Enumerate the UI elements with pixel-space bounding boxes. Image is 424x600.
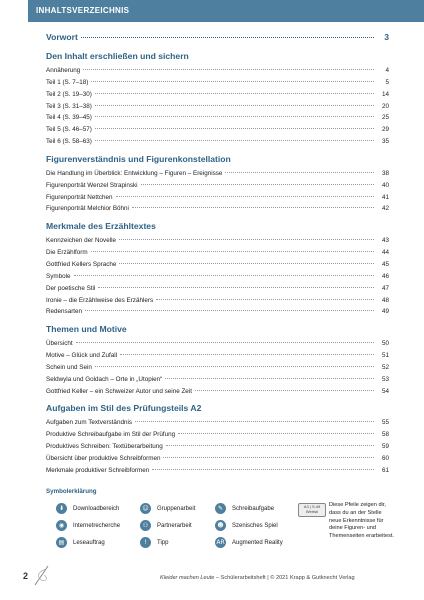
dot-leader (81, 36, 374, 38)
section-heading: Aufgaben im Stil des Prüfungsteils A2 (46, 403, 202, 414)
dot-leader (91, 80, 374, 82)
toc-page-number: 54 (381, 387, 389, 395)
toc-page-number: 3 (384, 32, 389, 42)
toc-entry-label: Redensarten (46, 308, 83, 316)
table-of-contents (46, 30, 389, 477)
toc-page-number: 14 (381, 90, 389, 98)
toc-entry[interactable] (46, 306, 389, 318)
dot-leader (225, 171, 374, 173)
toc-entry[interactable] (46, 235, 389, 247)
toc-page-number: 29 (381, 126, 389, 134)
dot-leader (98, 286, 374, 288)
toc-entry-label: Übersicht (46, 340, 73, 348)
legend-item (215, 519, 278, 532)
dot-leader (132, 206, 374, 208)
toc-entry-label: Gottfried Keller – ein Schweizer Autor und seine Zeit (46, 387, 192, 395)
partner-icon: ⚇ (140, 520, 151, 531)
globe-icon: ◉ (56, 520, 67, 531)
toc-page-number: 43 (381, 237, 389, 245)
toc-entry[interactable] (46, 417, 389, 429)
dot-leader (156, 298, 374, 300)
toc-entry[interactable] (46, 283, 389, 295)
toc-entry[interactable] (46, 203, 389, 215)
dot-leader (120, 353, 374, 355)
toc-entry-label: Teil 1 (S. 7–18) (46, 78, 89, 86)
tip-icon: ! (140, 537, 151, 548)
toc-entry-label: Kennzeichen der Novelle (46, 237, 117, 245)
legend-label: Partnerarbeit (157, 522, 192, 529)
toc-entry-label: Übersicht über produktive Schreibformen (46, 454, 161, 462)
group-icon: ☺ (140, 503, 151, 514)
download-icon: ⬇ (56, 503, 67, 514)
legend-item (56, 502, 119, 515)
toc-page-number: 52 (381, 363, 389, 371)
footer-publisher: – Schülerarbeitsheft | © 2021 Krapp & Gutknecht Verlag (214, 575, 355, 581)
toc-entry[interactable] (46, 65, 389, 77)
legend-title: Symbolerklärung (46, 488, 97, 495)
symbol-legend (46, 488, 394, 552)
legend-grid (46, 502, 394, 552)
toc-page-number: 44 (381, 249, 389, 257)
toc-entry-label: Produktives Schreiben: Textüberarbeitung (46, 443, 163, 451)
pencil-icon: ✎ (215, 503, 226, 514)
toc-page-number: 45 (381, 260, 389, 268)
toc-page-number: 5 (385, 78, 389, 86)
dot-leader (95, 139, 374, 141)
dot-leader (195, 389, 374, 391)
legend-label: Augmented Reality (232, 539, 283, 546)
toc-entry[interactable] (46, 429, 389, 441)
toc-page-number: 40 (381, 181, 389, 189)
dot-leader (163, 456, 374, 458)
toc-entry[interactable] (46, 362, 389, 374)
toc-entry[interactable] (46, 192, 389, 204)
toc-entry-label: Gottfried Kellers Sprache (46, 260, 117, 268)
dot-leader (95, 127, 374, 129)
toc-entry[interactable] (46, 77, 389, 89)
toc-entry-label: Annäherung (46, 67, 81, 74)
toc-entry-label: Der poetische Stil (46, 284, 96, 292)
page-title: INHALTSVERZEICHNIS (36, 6, 130, 15)
dot-leader (85, 309, 374, 311)
toc-page-number: 61 (381, 466, 389, 474)
toc-entry-label: Teil 2 (S. 19–30) (46, 90, 92, 98)
toc-entry[interactable] (46, 350, 389, 362)
toc-page-number: 35 (381, 138, 389, 146)
legend-label: Leseauftrag (73, 539, 105, 546)
needle-thread-icon (32, 563, 52, 587)
footer-book-title: Kleider machen Leute (160, 575, 215, 581)
toc-page-number: 48 (381, 296, 389, 304)
toc-entry-label: Seldwyla und Goldach – Orte in „Utopien“ (46, 375, 163, 383)
toc-page-number: 4 (385, 67, 389, 74)
legend-item (215, 502, 274, 515)
toc-entry[interactable] (46, 89, 389, 101)
legend-label: Schreibaufgabe (232, 505, 275, 512)
theater-icon: ☻ (215, 520, 226, 531)
toc-entry-label: Die Erzählform (46, 249, 88, 257)
header-bar (28, 0, 424, 22)
toc-entry[interactable] (46, 168, 389, 180)
toc-entry-label: Figurenporträt Nettchen (46, 193, 113, 201)
ar-note: Diese Pfeile zeigen dir, dass du an der Stelle neue Erkenntnisse für deine Figuren- und Themenseiten erarbeitest. (329, 502, 394, 540)
toc-entry-label: Motive – Glück und Zufall (46, 352, 118, 360)
legend-label: Gruppenarbeit (157, 505, 196, 512)
toc-page-number: 59 (381, 443, 389, 451)
dot-leader (116, 195, 374, 197)
dot-leader (141, 183, 374, 185)
toc-entry-label: Die Handlung im Überblick: Entwicklung – Figuren – Ereignisse (46, 169, 223, 177)
legend-label: Internetrecherche (73, 522, 121, 529)
toc-page-number: 38 (381, 169, 389, 177)
toc-entry[interactable] (46, 441, 389, 453)
page-number: 2 (23, 571, 29, 581)
toc-entry[interactable] (46, 124, 389, 136)
toc-entry-label: Teil 5 (S. 46–57) (46, 126, 92, 134)
toc-page-number: 53 (381, 375, 389, 383)
toc-page-number: 55 (381, 419, 389, 427)
legend-item (56, 519, 120, 532)
toc-entry-vorwort[interactable] (46, 30, 389, 45)
toc-entry-label: Teil 6 (S. 58–63) (46, 138, 92, 146)
toc-page-number: 47 (381, 284, 389, 292)
toc-entry[interactable] (46, 295, 389, 307)
dot-leader (76, 341, 374, 343)
toc-entry-label: Teil 4 (S. 39–45) (46, 114, 92, 122)
toc-entry[interactable] (46, 136, 389, 148)
dot-leader (95, 92, 374, 94)
dot-leader (166, 444, 374, 446)
section-heading: Themen und Motive (46, 324, 127, 335)
toc-entry[interactable] (46, 247, 389, 259)
legend-label: Szenisches Spiel (232, 522, 278, 529)
dot-leader (95, 115, 374, 117)
section-heading: Den Inhalt erschließen und sichern (46, 51, 189, 61)
toc-page-number: 60 (381, 454, 389, 462)
footer-text (160, 575, 355, 581)
toc-entry-label: Symbole (46, 272, 71, 280)
toc-entry[interactable] (46, 386, 389, 398)
toc-page-number: 58 (381, 431, 389, 439)
legend-label: Downloadbereich (73, 505, 120, 512)
dot-leader (135, 420, 374, 422)
dot-leader (165, 377, 374, 379)
legend-item (215, 536, 283, 549)
toc-entry[interactable] (46, 465, 389, 477)
toc-entry-label: Schein und Sein (46, 363, 92, 371)
legend-item (140, 502, 195, 515)
toc-page-number: 50 (381, 340, 389, 348)
dot-leader (74, 274, 375, 276)
dot-leader (178, 432, 374, 434)
toc-entry-label: Figurenporträt Melchior Böhni (46, 205, 129, 213)
toc-entry-label: Ironie – die Erzählweise des Erzählers (46, 296, 154, 304)
legend-label: Tipp (157, 539, 169, 546)
section-heading: Merkmale des Erzähltextes (46, 221, 156, 232)
toc-page-number: 42 (381, 205, 389, 213)
toc-page-number: 25 (381, 114, 389, 122)
toc-entry[interactable] (46, 180, 389, 192)
toc-entry[interactable] (46, 453, 389, 465)
toc-entry-label: Figurenporträt Wenzel Strapinski (46, 181, 138, 189)
dot-leader (95, 365, 374, 367)
ar-icon: AR (216, 539, 225, 546)
toc-entry-label: Merkmale produktiver Schreibformen (46, 466, 150, 474)
toc-entry-label: Produktive Schreibaufgabe im Stil der Prüfung (46, 431, 176, 439)
toc-entry-label: Vorwort (46, 32, 78, 42)
legend-item (140, 536, 168, 549)
toc-entry-label: Teil 3 (S. 31–38) (46, 102, 92, 110)
toc-entry[interactable] (46, 112, 389, 124)
dot-leader (152, 468, 374, 470)
toc-page-number: 41 (381, 193, 389, 201)
toc-entry[interactable] (46, 259, 389, 271)
legend-item (140, 519, 192, 532)
toc-page-number: 20 (381, 102, 389, 110)
toc-entry[interactable] (46, 101, 389, 113)
toc-entry-label: Aufgaben zum Textverständnis (46, 419, 132, 427)
dot-leader (91, 250, 374, 252)
toc-page-number: 46 (381, 272, 389, 280)
toc-entry[interactable] (46, 374, 389, 386)
dot-leader (83, 68, 374, 70)
book-icon: ▤ (56, 537, 67, 548)
dot-leader (95, 104, 374, 106)
legend-item (56, 536, 105, 549)
toc-page-number: 49 (381, 308, 389, 316)
dot-leader (119, 262, 374, 264)
section-heading: Figurenverständnis und Figurenkonstellation (46, 153, 231, 164)
toc-page-number: 51 (381, 352, 389, 360)
toc-entry[interactable] (46, 338, 389, 350)
dot-leader (119, 238, 374, 240)
ar-badge: A3 | S.49 Wertsil (298, 503, 326, 517)
toc-entry[interactable] (46, 271, 389, 283)
